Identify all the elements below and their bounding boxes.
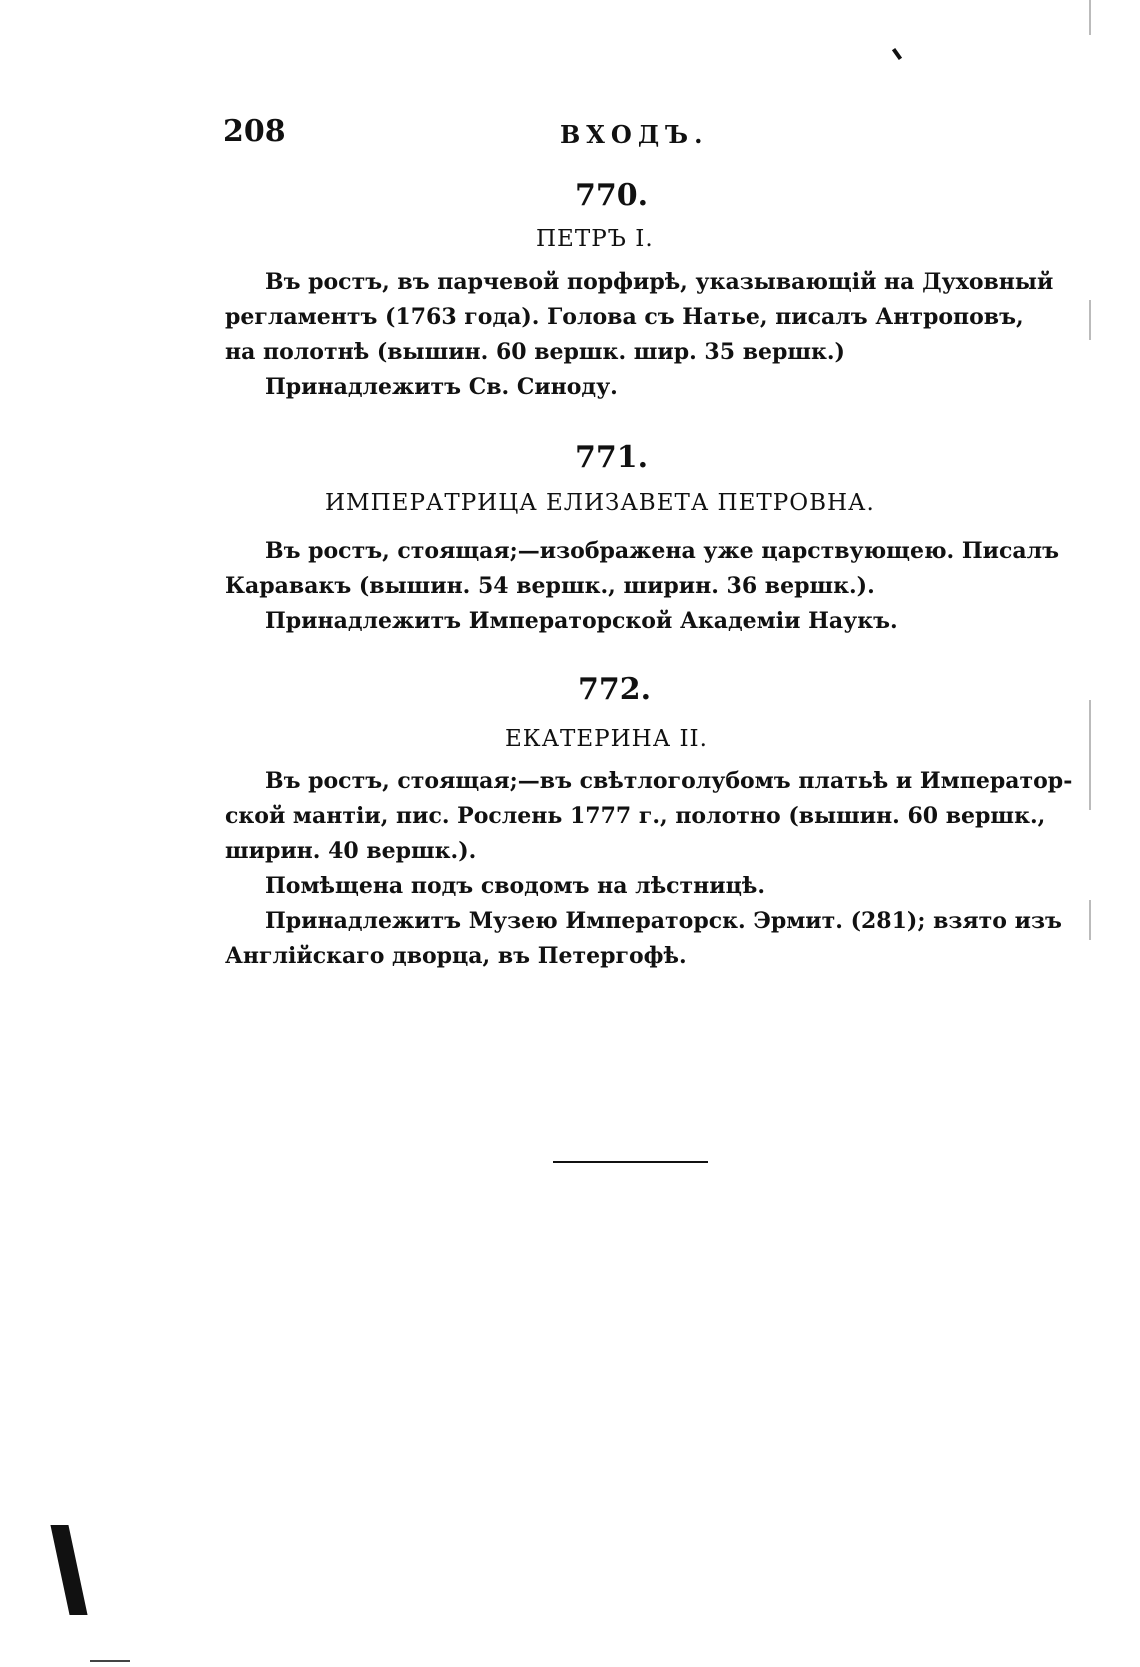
scan-bottom-mark <box>90 1660 130 1662</box>
entry-text-line: Англійскаго дворца, въ Петергофѣ. <box>225 943 687 969</box>
entry-number: 771. <box>575 440 649 475</box>
entry-text-line: регламентъ (1763 года). Голова съ Натье, писалъ Антроповъ, <box>225 304 1024 330</box>
entry-text-line: Въ ростъ, стоящая;—въ свѣтлоголубомъ платьѣ и Император- <box>265 768 1073 794</box>
scan-edge-line <box>1089 700 1091 810</box>
entry-number: 770. <box>575 178 649 213</box>
scan-edge-mark <box>50 1525 87 1615</box>
scan-edge-line <box>1089 300 1091 340</box>
page-number: 208 <box>223 114 286 149</box>
entry-text-line: ской мантіи, пис. Рослень 1777 г., полотно (вышин. 60 вершк., <box>225 803 1046 829</box>
scan-speck <box>892 48 902 60</box>
running-head: ВХОДЪ. <box>560 120 709 149</box>
entry-text-line: Принадлежитъ Императорской Академіи Наукъ. <box>265 608 898 634</box>
entry-text-line: Въ ростъ, въ парчевой порфирѣ, указывающій на Духовный <box>265 269 1054 295</box>
scan-edge-line <box>1089 0 1091 35</box>
entry-title: ЕКАТЕРИНА II. <box>505 726 708 752</box>
entry-text-line: на полотнѣ (вышин. 60 вершк. шир. 35 вершк.) <box>225 339 845 365</box>
entry-text-line: Каравакъ (вышин. 54 вершк., ширин. 36 вершк.). <box>225 573 875 599</box>
entry-text-line: Въ ростъ, стоящая;—изображена уже царствующею. Писалъ <box>265 538 1059 564</box>
end-rule <box>553 1161 708 1163</box>
entry-text-line: ширин. 40 вершк.). <box>225 838 477 864</box>
entry-number: 772. <box>578 672 652 707</box>
entry-title: ПЕТРЪ I. <box>536 226 654 252</box>
entry-title: ИМПЕРАТРИЦА ЕЛИЗАВЕТА ПЕТРОВНА. <box>325 490 875 516</box>
entry-text-line: Помѣщена подъ сводомъ на лѣстницѣ. <box>265 873 765 899</box>
entry-text-line: Принадлежитъ Св. Синоду. <box>265 374 618 400</box>
scan-edge-line <box>1089 900 1091 940</box>
entry-text-line: Принадлежитъ Музею Императорск. Эрмит. (281); взято изъ <box>265 908 1062 934</box>
